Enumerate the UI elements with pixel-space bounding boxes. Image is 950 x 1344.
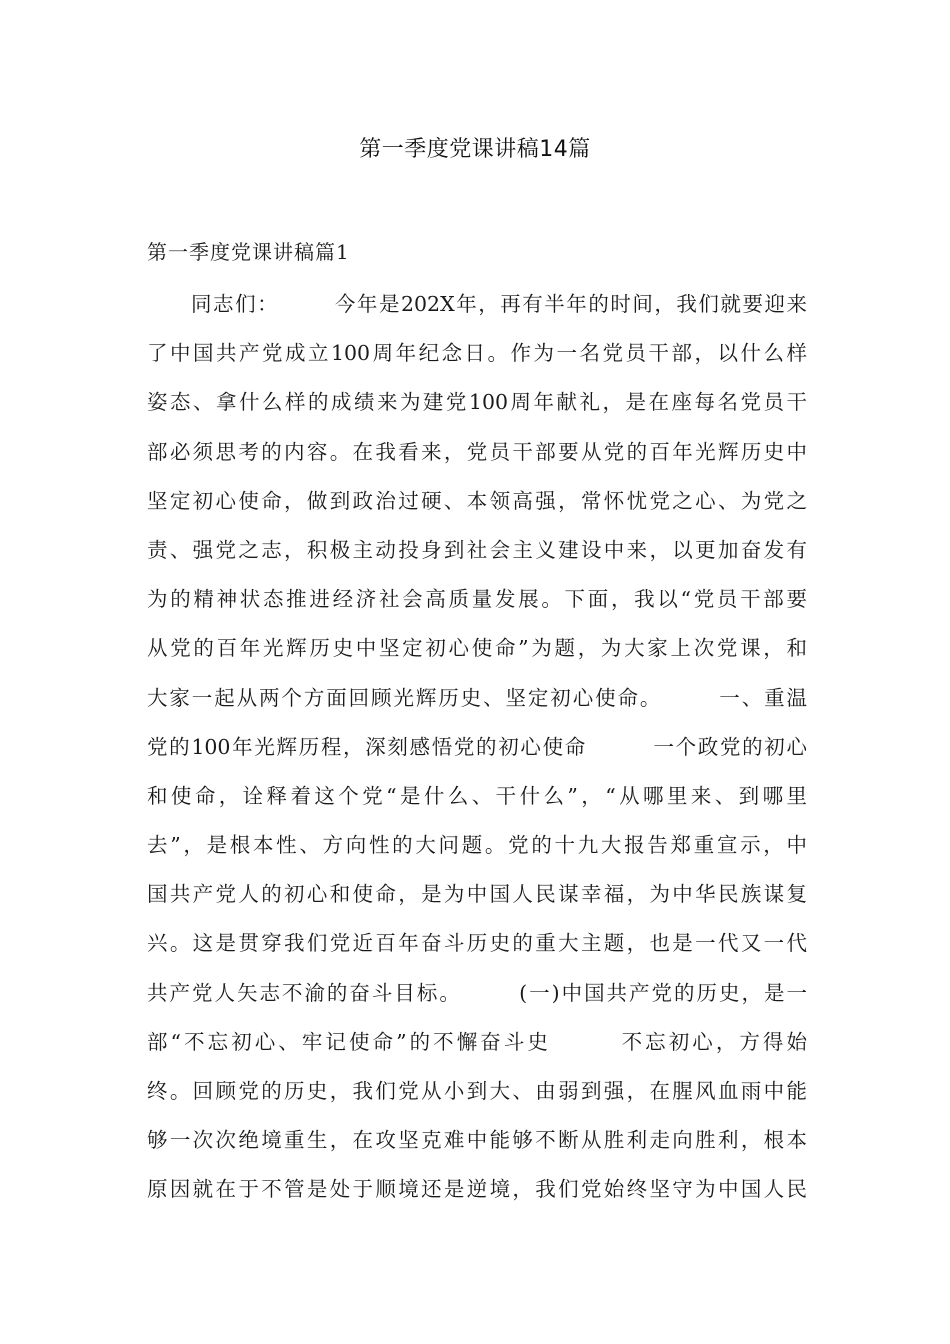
body-line: 国共产党人的初心和使命，是为中国人民谋幸福，为中华民族谋复 <box>147 882 807 907</box>
body-line: 部必须思考的内容。在我看来，党员干部要从党的百年光辉历史中 <box>147 439 807 464</box>
body-line: 姿态、拿什么样的成绩来为建党100周年献礼，是在座每名党员干 <box>147 390 807 415</box>
body-line: 部“不忘初心、牢记使命”的不懈奋斗史 不忘初心，方得始 <box>147 1029 807 1054</box>
body-line: 终。回顾党的历史，我们党从小到大、由弱到强，在腥风血雨中能 <box>147 1079 807 1103</box>
body-line: 坚定初心使命，做到政治过硬、本领高强，常怀忧党之心、为党之 <box>147 488 807 513</box>
body-line: 党的100年光辉历程，深刻感悟党的初心使命 一个政党的初心 <box>147 734 807 759</box>
body-line: 去”，是根本性、方向性的大问题。党的十九大报告郑重宣示，中 <box>147 833 807 858</box>
body-line: 兴。这是贯穿我们党近百年奋斗历史的重大主题，也是一代又一代 <box>147 931 807 956</box>
body-line: 从党的百年光辉历史中坚定初心使命”为题，为大家上次党课，和 <box>147 636 807 661</box>
body-line: 了中国共产党成立100周年纪念日。作为一名党员干部，以什么样 <box>147 341 807 366</box>
body-line: 够一次次绝境重生，在攻坚克难中能够不断从胜利走向胜利，根本 <box>147 1128 807 1153</box>
section-heading: 第一季度党课讲稿篇1 <box>147 240 350 264</box>
body-line: 大家一起从两个方面回顾光辉历史、坚定初心使命。 一、重温 <box>147 685 807 710</box>
document-title: 第一季度党课讲稿14篇 <box>359 137 591 162</box>
body-line: 共产党人矢志不渝的奋斗目标。 (一)中国共产党的历史，是一 <box>147 980 807 1005</box>
body-line: 同志们： 今年是202X年，再有半年的时间，我们就要迎来 <box>147 292 807 316</box>
body-line: 为的精神状态推进经济社会高质量发展。下面，我以“党员干部要 <box>147 587 807 612</box>
body-line: 和使命，诠释着这个党“是什么、干什么”，“从哪里来、到哪里 <box>147 783 807 808</box>
body-line: 原因就在于不管是处于顺境还是逆境，我们党始终坚守为中国人民 <box>147 1177 807 1202</box>
body-text <box>147 284 807 1219</box>
body-line: 责、强党之志，积极主动投身到社会主义建设中来，以更加奋发有 <box>147 537 807 562</box>
